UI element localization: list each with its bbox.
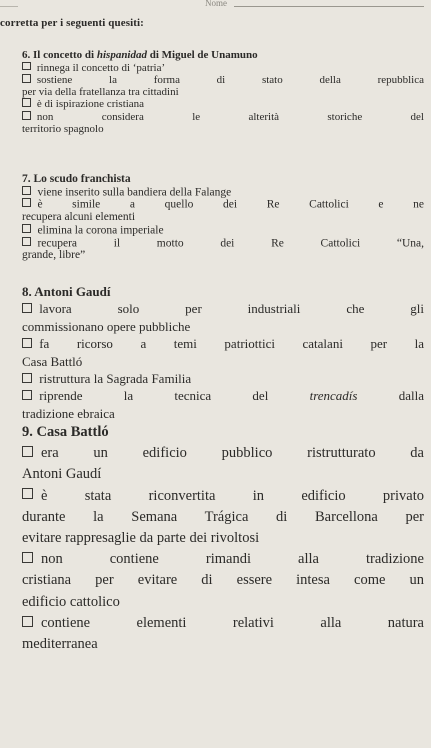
checkbox[interactable]: [22, 373, 32, 383]
answer-option: ristruttura la Sagrada Familia: [22, 370, 424, 387]
italic-term: hispanidad: [96, 49, 147, 61]
checkbox[interactable]: [22, 446, 33, 457]
question-title: 6. Il concetto di hispanidad di Miguel de Unamuno: [22, 49, 258, 61]
answer-option: lavora solo per industriali che gli commissionano opere pubbliche: [22, 301, 424, 334]
answer-option: è stata riconvertita in edificio privato durante la Semana Trágica di Barcellona per evitare rappresaglie da parte dei rivoltosi: [22, 487, 424, 547]
checkbox[interactable]: [22, 616, 33, 627]
checkbox[interactable]: [22, 552, 33, 563]
answer-option: recupera il motto dei Re Cattolici “Una, grande, libre”: [22, 236, 424, 262]
answer-option: elimina la corona imperiale: [22, 224, 424, 237]
answer-option: è di ispirazione cristiana: [22, 98, 424, 111]
checkbox[interactable]: [22, 390, 32, 400]
checkbox[interactable]: [22, 186, 31, 195]
checkbox[interactable]: [22, 98, 31, 107]
italic-term: trencadís: [309, 388, 358, 404]
checkbox[interactable]: [22, 62, 31, 71]
question-title: 9. Casa Battló: [22, 424, 109, 440]
name-line: [234, 6, 424, 7]
answer-option: fa ricorso a temi patriottici catalani per la Casa Battló: [22, 336, 424, 369]
instructions: corretta per i seguenti quesiti:: [0, 17, 144, 29]
answer-option: contiene elementi relativi alla natura mediterranea: [22, 614, 424, 653]
question-title: 7. Lo scudo franchista: [22, 173, 131, 185]
checkbox[interactable]: [22, 224, 31, 233]
answer-option: non contiene rimandi alla tradizione cristiana per evitare di essere intesa come un edificio cattolico: [22, 551, 424, 610]
checkbox[interactable]: [22, 74, 31, 83]
checkbox[interactable]: [22, 303, 32, 313]
question-8: [22, 283, 424, 422]
question-6: [22, 50, 424, 135]
answer-option: non considera le alterità storiche del territorio spagnolo: [22, 111, 424, 135]
answer-option: riprende la tecnica del trencadís dalla tradizione ebraica: [22, 388, 424, 421]
checkbox[interactable]: [22, 237, 31, 246]
answer-option: rinnega il concetto di ‘patria’: [22, 62, 424, 75]
checkbox[interactable]: [22, 198, 31, 207]
checkbox[interactable]: [22, 338, 32, 348]
checkbox[interactable]: [22, 111, 31, 120]
question-title: 8. Antoni Gaudí: [22, 284, 111, 299]
answer-option: sostiene la forma di stato della repubblica per via della fratellanza tra cittadini: [22, 74, 424, 98]
header-bar: [0, 0, 431, 16]
checkbox[interactable]: [22, 488, 33, 499]
answer-option: era un edificio pubblico ristrutturato da Antoni Gaudí: [22, 445, 424, 483]
question-7: [22, 173, 424, 262]
answer-option: è simile a quello dei Re Cattolici e ne recupera alcuni elementi: [22, 198, 424, 224]
header-rule-left: [0, 6, 18, 7]
answer-option: viene inserito sulla bandiera della Falange: [22, 186, 424, 199]
name-label: Nome: [205, 0, 227, 8]
question-9: [22, 422, 424, 655]
